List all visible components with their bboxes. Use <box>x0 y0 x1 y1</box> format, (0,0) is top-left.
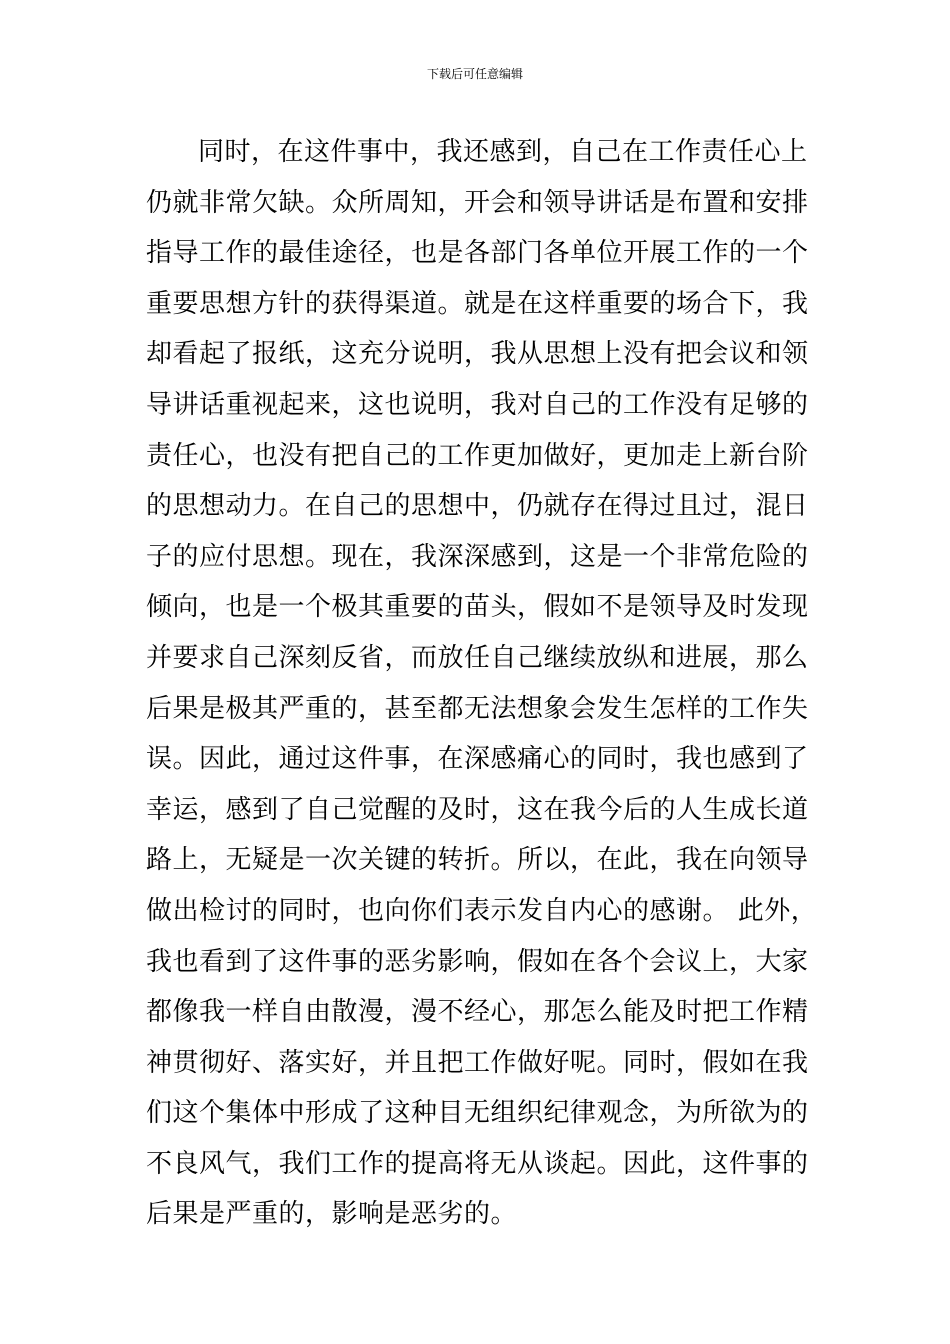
text-line: 路上，无疑是一次关键的转折。所以，在此，我在向领导 <box>146 845 809 876</box>
text-line: 却看起了报纸，这充分说明，我从思想上没有把会议和领 <box>146 339 809 370</box>
text-line: 仍就非常欠缺。众所周知，开会和领导讲话是布置和安排 <box>146 187 809 218</box>
text-line: 不良风气，我们工作的提高将无从谈起。因此，这件事的 <box>146 1148 809 1179</box>
text-line: 误。因此，通过这件事，在深感痛心的同时，我也感到了 <box>146 744 809 775</box>
text-line: 后果是极其严重的，甚至都无法想象会发生怎样的工作失 <box>146 693 809 724</box>
text-line: 们这个集体中形成了这种目无组织纪律观念，为所欲为的 <box>146 1098 809 1129</box>
text-line: 倾向，也是一个极其重要的苗头，假如不是领导及时发现 <box>146 592 809 623</box>
text-line: 责任心，也没有把自己的工作更加做好，更加走上新台阶 <box>146 440 809 471</box>
text-line: 神贯彻好、落实好，并且把工作做好呢。同时，假如在我 <box>146 1047 809 1078</box>
text-line: 子的应付思想。现在，我深深感到，这是一个非常危险的 <box>146 541 809 572</box>
text-line: 做出检讨的同时，也向你们表示发自内心的感谢。 此外， <box>146 895 818 926</box>
text-line: 都像我一样自由散漫，漫不经心，那怎么能及时把工作精 <box>146 997 809 1028</box>
text-line: 重要思想方针的获得渠道。就是在这样重要的场合下，我 <box>146 288 809 319</box>
text-line: 幸运，感到了自己觉醒的及时，这在我今后的人生成长道 <box>146 794 809 825</box>
text-line: 指导工作的最佳途径，也是各部门各单位开展工作的一个 <box>146 238 809 269</box>
text-line: 我也看到了这件事的恶劣影响，假如在各个会议上，大家 <box>146 946 809 977</box>
text-line: 后果是严重的，影响是恶劣的。 <box>146 1199 518 1230</box>
text-line: 同时，在这件事中，我还感到，自己在工作责任心上 <box>198 137 808 167</box>
text-line: 并要求自己深刻反省，而放任自己继续放纵和进展，那么 <box>146 642 809 673</box>
text-line: 导讲话重视起来，这也说明，我对自己的工作没有足够的 <box>146 389 809 420</box>
page-header: 下载后可任意编辑 <box>426 67 523 81</box>
text-line: 的思想动力。在自己的思想中，仍就存在得过且过，混日 <box>146 491 809 522</box>
body-paragraph <box>146 127 818 1240</box>
